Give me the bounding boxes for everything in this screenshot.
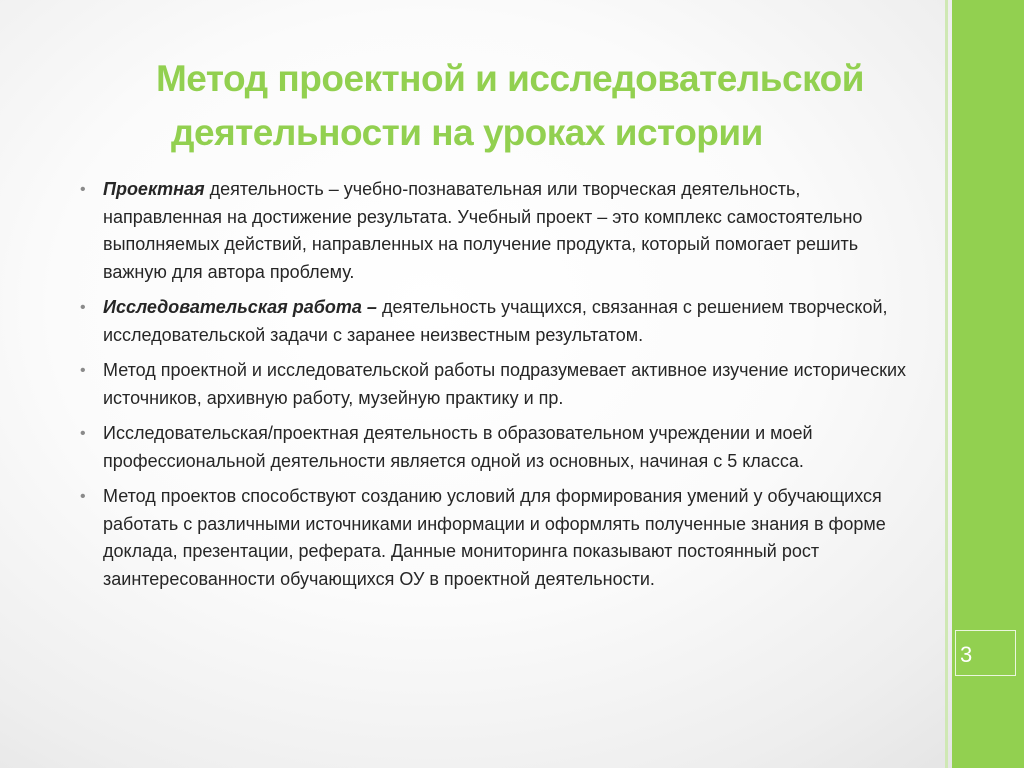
bullet-item-research-work — [80, 294, 912, 349]
bullet-text: Метод проектной и исследовательской работы подразумевает активное изучение исторических источников, архивную работу, музейную практику и пр. — [103, 360, 907, 408]
page-number-box — [955, 630, 1016, 676]
slide-title-line-2: деятельности на уроках истории — [171, 112, 763, 153]
bullet-lead: Проектная — [103, 179, 205, 199]
bullet-list — [80, 176, 912, 601]
slide-title-line-1: Метод проектной и исследовательской — [155, 58, 864, 99]
bullet-text: Метод проектов способствуют созданию условий для формирования умений у обучающихся работать с различными источниками информации и оформлять полученные знания в форме доклада, презентации, реферата. Данные мониторинга показывают постоянный рост заинтересованности обучающихся ОУ в проектной деятельности. — [103, 486, 886, 589]
bullet-item-method — [80, 357, 912, 412]
bullet-item-institution — [80, 420, 912, 475]
bullet-text: деятельность учащихся, связанная с решением творческой, исследовательской задачи с заранее неизвестным результатом. — [103, 297, 888, 345]
accent-divider-line — [945, 0, 948, 768]
bullet-text: деятельность – учебно-познавательная или творческая деятельность, направленная на достижение результата. Учебный проект – это комплекс самостоятельно выполняемых действий, направленных на получение продукта, который помогает решить важную для автора проблему. — [103, 179, 863, 282]
bullet-lead: Исследовательская работа – — [103, 297, 377, 317]
page-number: 3 — [960, 642, 973, 667]
bullet-item-project-activity — [80, 176, 912, 286]
bullet-text: Исследовательская/проектная деятельность в образовательном учреждении и моей профессиональной деятельности является одной из основных, начиная с 5 класса. — [103, 423, 813, 471]
slide-title — [110, 52, 910, 160]
bullet-item-project-method — [80, 483, 912, 593]
